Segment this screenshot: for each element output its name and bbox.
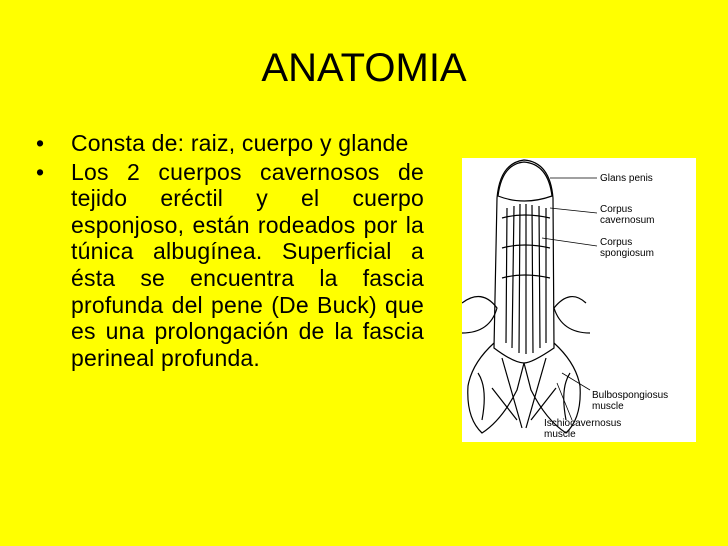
label-corpus-cavernosum-1: Corpus <box>600 204 633 215</box>
bullet-marker: • <box>36 158 45 185</box>
label-corpus-spongiosum-2: spongiosum <box>600 248 654 259</box>
bullet-item <box>36 159 424 372</box>
bullet-marker: • <box>36 130 45 156</box>
bullet-list <box>36 130 424 373</box>
label-bulbospongiosus-1: Bulbospongiosus <box>592 390 669 401</box>
left-crus-outline <box>468 343 524 433</box>
label-corpus-cavernosum-2: cavernosum <box>600 215 655 226</box>
slide-title: ANATOMIA <box>261 46 467 90</box>
label-bulbospongiosus-2: muscle <box>592 401 624 412</box>
anatomy-drawing <box>462 158 696 442</box>
anatomy-figure <box>462 158 696 442</box>
label-ischiocavernosus-2: muscle <box>544 429 576 440</box>
bullet-text: Consta de: raiz, cuerpo y glande <box>71 130 409 156</box>
label-ischiocavernosus-1: Ischiocavernosus <box>544 418 622 429</box>
label-glans: Glans penis <box>600 173 653 184</box>
label-corpus-spongiosum-1: Corpus <box>600 237 633 248</box>
penis-shaft-outline <box>494 160 554 363</box>
bullet-item <box>36 130 424 157</box>
glans-outline <box>498 162 552 201</box>
bullet-text: Los 2 cuerpos cavernosos de tejido eréctil y el cuerpo esponjoso, están rodeados por la túnica albugínea. Superficial a ésta se encuentra la fascia profunda del pene (De Buck) que es una prolongación de la fascia perineal profunda. <box>71 158 424 371</box>
